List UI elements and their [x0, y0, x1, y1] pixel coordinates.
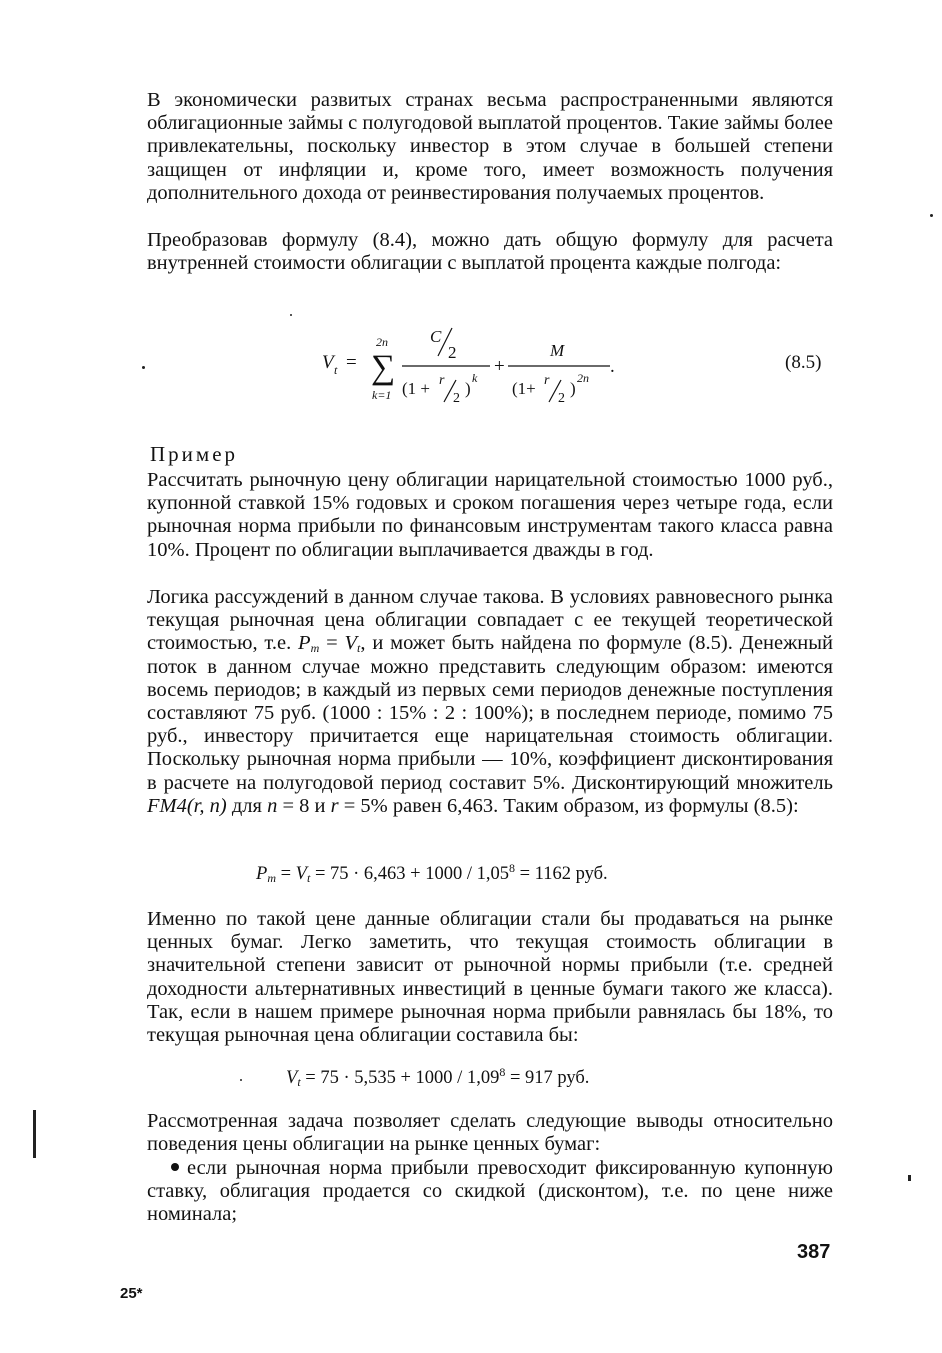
- denominator-1-r: r: [439, 373, 445, 388]
- denominator-1-exp: k: [472, 371, 478, 385]
- paragraph-conclusions: [147, 1110, 833, 1156]
- formula-8-5: [300, 322, 630, 418]
- sum-lower-limit: k=1: [372, 388, 392, 402]
- scan-mark-left-bar: [33, 1110, 36, 1158]
- symbol-v: V: [344, 632, 358, 655]
- formula-lhs-t: t: [334, 363, 338, 377]
- text-run: для: [226, 794, 268, 817]
- symbol-v: V: [286, 1068, 298, 1088]
- scan-dot: [240, 1079, 242, 1081]
- scan-dot: [290, 314, 292, 316]
- text-run: =: [275, 864, 296, 884]
- symbol-fm4: FM4(r, n): [147, 794, 227, 817]
- symbol-n: n: [267, 794, 278, 817]
- text-run: = 75 · 6,463 + 1000 / 1,05: [310, 864, 509, 884]
- denominator-1-two: 2: [453, 391, 460, 406]
- signature-mark: 25*: [120, 1285, 143, 1302]
- symbol-p: P: [298, 632, 311, 655]
- symbol-t: t: [357, 641, 361, 656]
- denominator-2-r: r: [544, 373, 550, 388]
- exponent: 8: [499, 1065, 506, 1079]
- bullet-dot-icon: [171, 1163, 179, 1171]
- formula-plus: +: [494, 356, 505, 377]
- paragraph-text: В экономически развитых странах весьма распространенными являются облигационные займы с полугодовой выплатой процентов. Такие займы более привлекательны, поскольку инвестор в этом случае в большей степени защищен от инфляции и, кроме того, имеет возможность получения дополнительного дохода от реинвестирования получаемых процентов.: [147, 89, 833, 204]
- symbol-r: r: [330, 794, 339, 817]
- symbol-t: t: [306, 871, 311, 885]
- symbol-v: V: [295, 864, 307, 884]
- symbol-t: t: [297, 1075, 301, 1089]
- denominator-2-exp: 2n: [577, 371, 589, 385]
- paragraph-formula-intro: [147, 229, 833, 275]
- symbol-p: P: [256, 864, 268, 884]
- text-run: = 75 · 5,535 + 1000 / 1,09: [300, 1068, 500, 1088]
- paragraph-text: Рассмотренная задача позволяет сделать следующие выводы относительно поведения цены облигации на рынке ценных бумаг:: [147, 1110, 833, 1156]
- numerator-m: M: [550, 341, 565, 360]
- paragraph-text: Рассчитать рыночную цену облигации нарицательной стоимостью 1000 руб., купонной ставкой 15% годовых и сроком погашения через четыре года, если рыночная норма прибыли по финансовым инструментам такого класса равна 10%. Процент по облигации выплачивается дважды в год.: [147, 469, 833, 561]
- paragraph-reasoning: [147, 586, 833, 818]
- sum-symbol: ∑: [371, 349, 396, 386]
- text-run: = 5% равен 6,463. Таким образом, из формулы (8.5):: [338, 794, 799, 817]
- symbol-m: m: [310, 641, 320, 656]
- paragraph-price-dependence: [147, 908, 833, 1047]
- paragraph-text: Преобразовав формулу (8.4), можно дать общую формулу для расчета внутренней стоимости облигации с выплатой процента каждые полгода:: [147, 229, 833, 275]
- page-number: 387: [797, 1241, 831, 1263]
- example-heading: Пример: [150, 442, 239, 466]
- equation-number: (8.5): [785, 352, 822, 373]
- scan-dot: [142, 366, 145, 369]
- bullet-discount: [147, 1157, 833, 1227]
- text-run: =: [319, 632, 345, 655]
- text-run: , и может быть найдена по формуле (8.5). Денежный поток в данном случае можно представить следующим образом: имеются восемь периодов; в каждый из первых семи периодов денежные поступления составляют 75 руб. (1000 : 15% : 2 : 100%); в последнем периоде, помимо 75 руб., инвестору причитается еще нарицательная стоимость облигации. Поскольку рыночная норма прибыли — 10%, коэффициент дисконтирования в расчете на полугодовой период составит 5%. Дисконтирующий множитель: [147, 632, 833, 794]
- paragraph-text: Именно по такой цене данные облигации стали бы продаваться на рынке ценных бумаг. Легко заметить, что текущая стоимость облигации в значительной степени зависит от рыночной нормы прибыли (т.е. средней доходности альтернативных инвестиций в ценные бумаги такого же класса). Так, если в нашем примере рыночная норма прибыли равнялась бы 18%, то текущая рыночная цена облигации составила бы:: [147, 908, 833, 1047]
- paragraph-semiannual-bonds: [147, 89, 833, 205]
- equation-price-10pct: [256, 861, 608, 885]
- exponent: 8: [509, 861, 515, 875]
- formula-equals: =: [346, 352, 357, 373]
- symbol-m: m: [267, 871, 276, 885]
- denominator-2-open: (1+: [512, 379, 536, 398]
- text-run: Логика рассуждений в данном случае такова. В условиях равновесного рынка текущая рыночная цена облигации совпадает с ее текущей теоретической стоимостью, т.е.: [147, 586, 833, 655]
- denominator-2-close: ): [570, 379, 576, 398]
- sum-upper-limit: 2n: [376, 335, 388, 349]
- text-run: = 917 руб.: [505, 1068, 590, 1088]
- paragraph-example-task: [147, 469, 833, 562]
- scan-dot: [930, 214, 933, 217]
- text-run: = 1162 руб.: [515, 864, 608, 884]
- formula-lhs-v: V: [322, 352, 334, 373]
- equation-price-18pct: [286, 1065, 590, 1089]
- denominator-1-open: (1 +: [402, 379, 430, 398]
- text-run: = 8 и: [277, 794, 331, 817]
- bullet-text: если рыночная норма прибыли превосходит фиксированную купонную ставку, облигация продается со скидкой (дисконтом), т.е. по цене ниже номинала;: [147, 1157, 833, 1226]
- denominator-1-close: ): [465, 379, 471, 398]
- denominator-2-two: 2: [558, 391, 565, 406]
- numerator-denominator: 2: [448, 343, 457, 362]
- formula-end-dot: .: [610, 356, 615, 377]
- numerator-c: C: [430, 327, 442, 346]
- scan-dot: [908, 1175, 911, 1181]
